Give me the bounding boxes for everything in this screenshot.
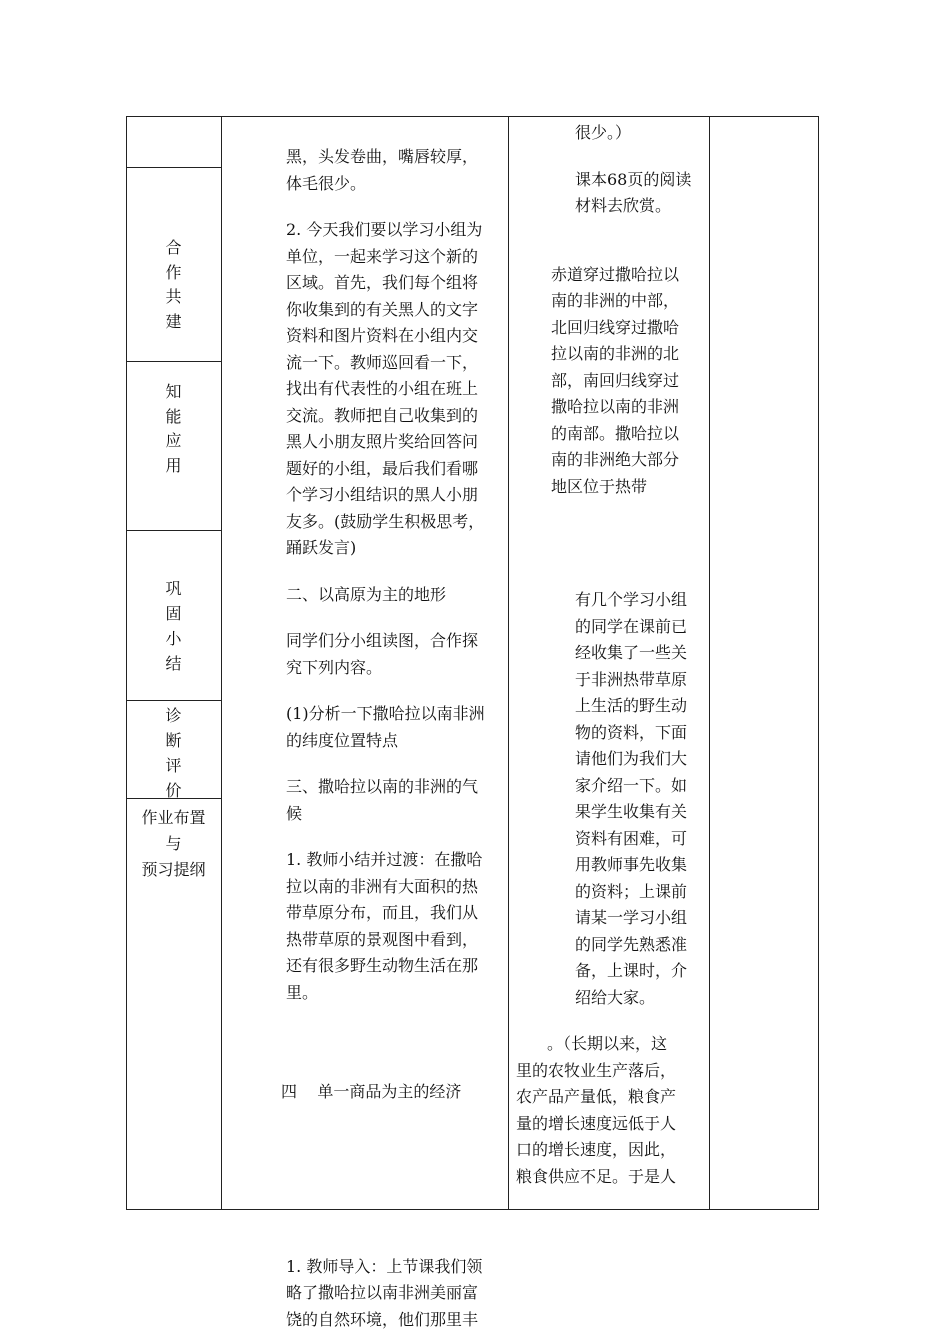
- text-line: 经收集了一些关: [575, 643, 688, 662]
- text-line: 物的资料，下面: [575, 722, 688, 742]
- column-divider: [508, 116, 509, 1210]
- text-line: 里。: [286, 982, 319, 1002]
- text-line: 热带草原的景观图中看到，: [286, 929, 479, 949]
- text-line: 用教师事先收集: [575, 855, 688, 874]
- text-line: 部，南回归线穿过: [551, 370, 680, 390]
- text-line: 赤道穿过撒哈拉以: [551, 264, 680, 284]
- row-divider: [126, 700, 221, 701]
- text-line: 南的非洲的中部，: [551, 291, 680, 310]
- section-heading-terrain: [286, 582, 506, 609]
- column-divider: [221, 116, 222, 1210]
- text-line: 题好的小组，最后我们看哪: [286, 458, 479, 478]
- text-line: 略了撒哈拉以南非洲美丽富: [286, 1283, 479, 1302]
- text-line: 请某一学习小组: [575, 908, 688, 927]
- section-heading-economy: [281, 1026, 506, 1159]
- text-line: 饶的自然环境，他们那里丰: [286, 1309, 479, 1329]
- text-line: 的同学先熟悉准: [575, 934, 688, 954]
- row-label-summary: 巩 固 小 结: [165, 579, 182, 673]
- paragraph-latitude: [286, 701, 506, 754]
- text-line: 备，上课时，介: [575, 961, 688, 980]
- paragraph-teacher-summary: [286, 847, 506, 1006]
- text-line: 体毛很少。: [286, 173, 367, 193]
- student-activity-column: [516, 120, 707, 1190]
- text-line: 1. 教师小结并过渡：在撒哈: [286, 850, 483, 869]
- paragraph-teacher-intro: [286, 1254, 506, 1334]
- paragraph-map-reading: [286, 628, 506, 681]
- text-line: (1)分析一下撒哈拉以南非洲: [286, 704, 485, 723]
- text-line: 区域。首先，我们每个组将: [286, 273, 479, 292]
- text-line: 黑人小朋友照片奖给回答问: [286, 432, 479, 451]
- text-line: 里的农牧业生产落后，: [516, 1060, 677, 1080]
- text-line: 拉以南的非洲有大面积的热: [286, 876, 479, 896]
- text-line: 同学们分小组读图，合作探: [286, 631, 479, 650]
- text-line: 踊跃发言): [286, 538, 357, 557]
- column-divider: [709, 116, 710, 1210]
- text-line: 农产品产量低，粮食产: [516, 1087, 677, 1106]
- text-line: 三、撒哈拉以南的非洲的气: [286, 777, 479, 796]
- text-line: 绍给大家。: [575, 987, 656, 1007]
- text-line: 于非洲热带草原: [575, 669, 688, 689]
- text-line: 找出有代表性的小组在班上: [286, 379, 479, 398]
- text-line: 你收集到的有关黑人的文字: [286, 299, 479, 319]
- row-divider: [126, 167, 221, 168]
- text-line: 流一下。教师巡回看一下，: [286, 352, 479, 372]
- row-label-homework: 作业布置 与 预习提纲: [141, 808, 206, 879]
- teacher-activity-column: [281, 144, 506, 1333]
- text-line: 撒哈拉以南的非洲: [551, 397, 680, 416]
- text-line: 还有很多野生动物生活在那: [286, 956, 479, 975]
- text-line: 南的非洲绝大部分: [551, 450, 680, 469]
- text-line: 上生活的野生动: [575, 696, 688, 715]
- section-heading-climate: [286, 774, 506, 827]
- text-line: 课本68页的阅读: [575, 169, 692, 189]
- row-label-application: 知 能 应 用: [165, 382, 182, 475]
- paragraph-wildlife-group: [575, 587, 707, 1011]
- text-line: 拉以南的非洲的北: [551, 344, 680, 363]
- paragraph-continuation: [575, 120, 707, 147]
- text-line: 究下列内容。: [286, 657, 383, 677]
- text-line: 请他们为我们大: [575, 749, 688, 768]
- paragraph-group-activity: [286, 217, 506, 562]
- text-line: 资料有困难，可: [575, 828, 688, 848]
- text-line: 带草原分布，而且，我们从: [286, 903, 479, 922]
- text-line: 果学生收集有关: [575, 802, 688, 821]
- text-line: 友多。(鼓励学生积极思考，: [286, 511, 485, 531]
- text-line: 交流。教师把自己收集到的: [286, 405, 479, 425]
- text-line: 的纬度位置特点: [286, 730, 399, 750]
- text-line: 地区位于热带: [551, 476, 648, 496]
- text-line: 家介绍一下。如: [575, 775, 688, 795]
- text-line: 2. 今天我们要以学习小组为: [286, 220, 483, 239]
- text-line: 有几个学习小组: [575, 590, 688, 609]
- paragraph-reading-material: [575, 167, 707, 220]
- text-line: 二、以高原为主的地形: [286, 584, 447, 604]
- text-line: 量的增长速度远低于人: [516, 1113, 677, 1133]
- text-line: 材料去欣赏。: [575, 196, 672, 215]
- text-line: 个学习小组结识的黑人小朋: [286, 485, 479, 504]
- paragraph-latitude-answer: [551, 262, 707, 501]
- paragraph-economy-answer: [516, 1031, 706, 1190]
- text-line: 北回归线穿过撒哈: [551, 317, 680, 337]
- paragraph-intro-end: [286, 144, 506, 197]
- text-line: 候: [286, 803, 303, 823]
- row-label-evaluation: 诊 断 评 价: [165, 706, 182, 800]
- row-divider: [126, 530, 221, 531]
- text-line: 黑，头发卷曲，嘴唇较厚，: [286, 147, 479, 166]
- text-line: 四 单一商品为主的经济: [281, 1082, 462, 1101]
- text-line: 单位，一起来学习这个新的: [286, 246, 479, 266]
- text-line: 资料和图片资料在小组内交: [286, 326, 479, 345]
- text-line: 粮食供应不足。于是人: [516, 1166, 677, 1186]
- text-line: 的同学在课前已: [575, 616, 688, 636]
- row-label-cooperation: 合 作 共 建: [165, 238, 182, 331]
- text-line: 的资料；上课前: [575, 881, 688, 901]
- text-line: 口的增长速度，因此，: [516, 1140, 677, 1159]
- row-divider: [126, 361, 221, 362]
- text-line: 很少。）: [575, 123, 632, 142]
- text-line: 。（长期以来，这: [547, 1034, 668, 1053]
- text-line: 的南部。撒哈拉以: [551, 423, 680, 443]
- text-line: 1. 教师导入：上节课我们领: [286, 1256, 483, 1276]
